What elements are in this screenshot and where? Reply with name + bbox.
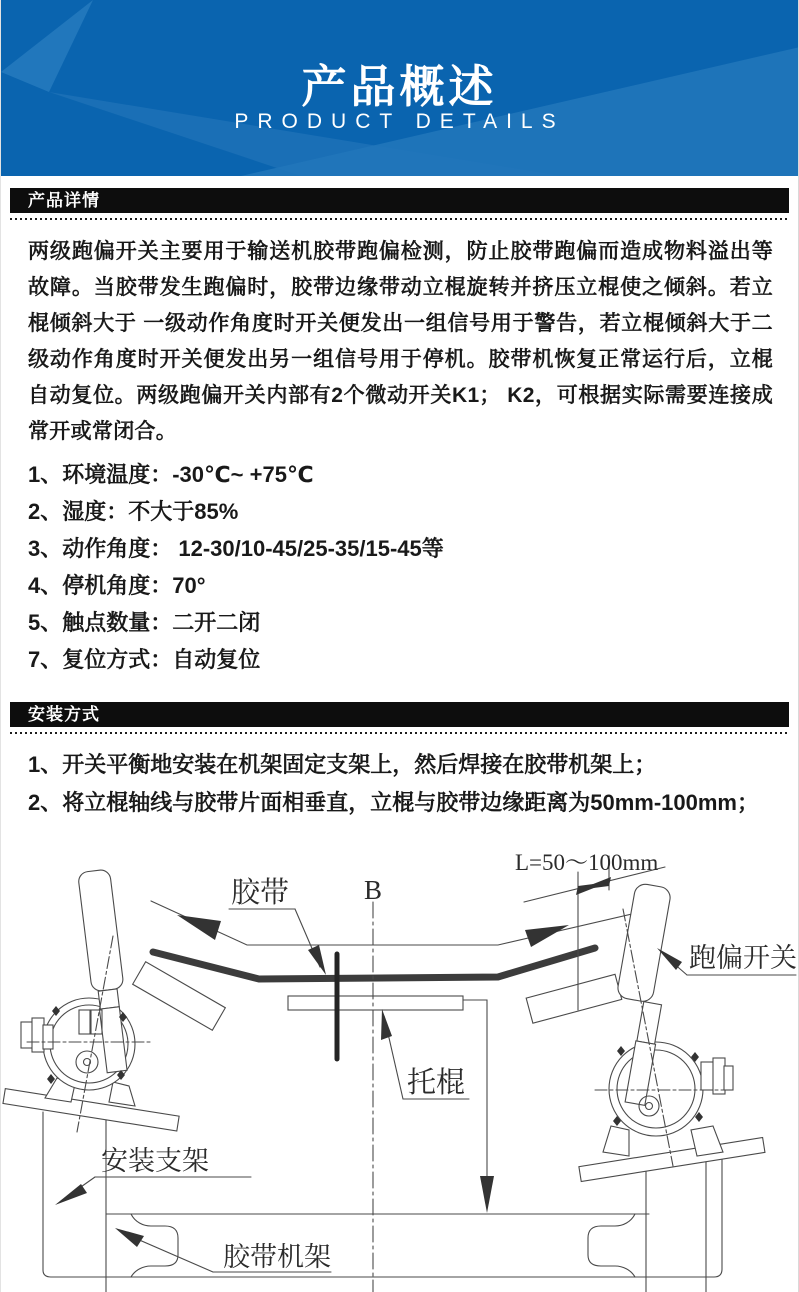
install-step-1: 1、开关平衡地安装在机架固定支架上，然后焊接在胶带机架上；: [28, 752, 657, 777]
label-frame: 胶带机架: [223, 1242, 331, 1272]
down-arrowhead: [480, 1176, 494, 1213]
dotted-divider: [10, 732, 789, 734]
spec-item-humidity: 2、湿度：不大于85%: [28, 499, 239, 524]
page-title: 产品概述: [301, 61, 498, 112]
right-foot: [603, 1126, 629, 1156]
spec-item-stop-angle: 4、停机角度：70°: [28, 573, 206, 598]
leader-arrowhead: [657, 948, 682, 970]
belt-direction-arrow-left: [177, 915, 221, 940]
right-cable-gland: [713, 1058, 725, 1094]
idler-roller-right: [526, 974, 622, 1023]
right-switch-body: [609, 1042, 703, 1136]
left-cable-gland: [32, 1018, 44, 1052]
spec-list: [28, 456, 798, 678]
left-base-plate: [3, 1089, 179, 1131]
label-idler: 托棍: [407, 1067, 466, 1099]
belt-direction-arrow-right: [525, 925, 569, 947]
height-leader-line: [463, 1000, 487, 1204]
install-step-2: 2、将立棍轴线与胶带片面相垂直，立棍与胶带边缘距离为50mm-100mm；: [28, 790, 759, 815]
right-vertical-roller: [616, 883, 672, 1003]
label-section-b: B: [364, 875, 383, 905]
frame-bracket-right: [588, 1214, 635, 1277]
belt-section: [153, 948, 595, 979]
idler-roller-left: [133, 962, 226, 1031]
leader-arrowhead: [308, 945, 326, 975]
left-foot: [109, 1082, 135, 1106]
product-description: 两级跑偏开关主要用于输送机胶带跑偏检测，防止胶带跑偏而造成物料溢出等故障。当胶带发生跑偏时，胶带边缘带动立棍旋转并挤压立棍使之倾斜。若立棍倾斜大于 一级动作角度时开关便发出一组信号用于警告，若立棍倾斜大于二级动作角度时开关便发出另一组信号用于停机。胶带机恢复正常运行后，立棍自动复位。两级跑偏开关内部有2个微动开关K1； K2，可根据实际需要连接成常开或常闭合。: [28, 240, 773, 443]
right-foot: [691, 1126, 723, 1156]
section-bar-install: 安装方式: [10, 702, 789, 727]
installation-diagram: [1, 822, 799, 1292]
label-dimension: L=50～100mm: [515, 850, 659, 875]
label-bracket: 安装支架: [101, 1146, 209, 1176]
right-cable-gland: [701, 1062, 714, 1090]
spec-item-temperature: 1、环境温度：-30℃~ +75℃: [28, 462, 314, 487]
right-cable-gland: [724, 1066, 733, 1090]
leader-arrowhead: [381, 1009, 392, 1040]
label-switch: 跑偏开关: [689, 943, 797, 973]
leader-arrowhead: [115, 1228, 144, 1247]
install-steps: [28, 746, 798, 822]
spec-item-reset: 7、复位方式：自动复位: [28, 647, 261, 672]
page-subtitle: PRODUCT DETAILS: [234, 110, 565, 133]
hero-banner: [1, 0, 798, 176]
belt-edge-line: [151, 901, 649, 945]
frame-bracket-left: [131, 1214, 178, 1277]
left-cable-gland: [43, 1025, 53, 1049]
section-bar-details: 产品详情: [10, 188, 789, 213]
spec-item-contacts: 5、触点数量：二开二闭: [28, 610, 261, 635]
left-vertical-roller: [78, 869, 124, 992]
left-cable-gland: [21, 1022, 33, 1048]
leader-arrowhead: [55, 1184, 87, 1205]
spec-item-action-angle: 3、动作角度： 12-30/10-45/25-35/15-45等: [28, 536, 444, 561]
idler-roller-middle: [288, 996, 463, 1010]
label-belt: 胶带: [231, 877, 290, 909]
right-roller-connector: [637, 1002, 662, 1045]
dotted-divider: [10, 218, 789, 220]
